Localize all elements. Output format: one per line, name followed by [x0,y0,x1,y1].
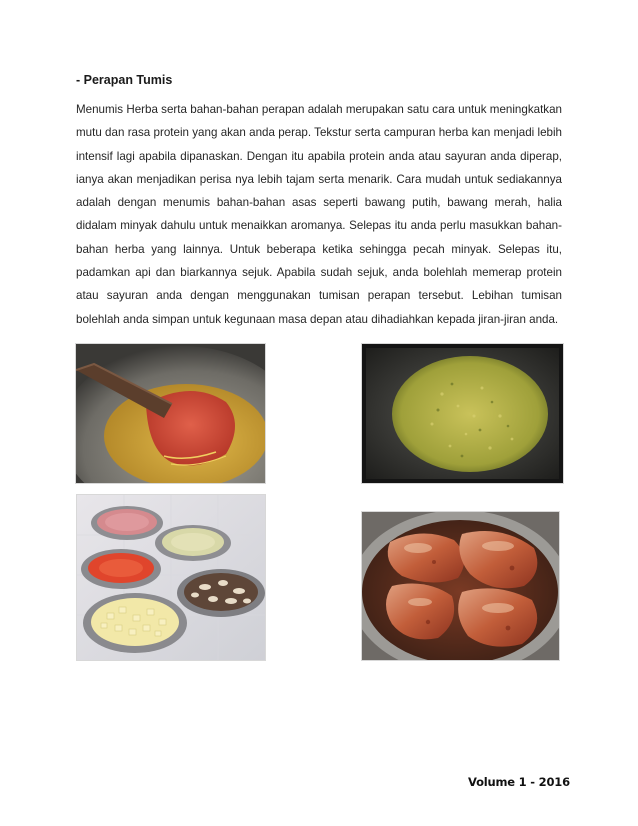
section-heading: - Perapan Tumis [76,73,173,87]
photo-herb-paste [361,343,564,484]
photo-wok-sambal [75,343,266,484]
body-paragraph: Menumis Herba serta bahan-bahan perapan adalah merupakan satu cara untuk meningkatkan mutu dan rasa protein yang akan anda perap. Tekstur serta campuran herba kan menjadi lebih intensif lagi apabila dipanaskan. Dengan itu apabila protein anda atau sayuran anda diperap, ianya akan menjadikan perisa nya lebih tajam serta menarik. Cara mudah untuk sediakannya adalah dengan menumis bahan-bahan asas seperti bawang putih, bawang merah, halia didalam minyak dahulu untuk menaikkan aromanya. Selepas itu anda perlu masukkan bahan-bahan herba yang lainnya. Untuk beberapa ketika sehingga pecah minyak. Selepas itu, padamkan api dan biarkannya sejuk. Apabila sudah sejuk, anda bolehlah memerap protein atau sayuran anda dengan menggunakan tumisan perapan tersebut. Lebihan tumisan bolehlah anda simpan untuk kegunaan masa depan atau dihadiahkan kepada jiran-jiran anda. [76,103,562,326]
page-footer-volume: Volume 1 - 2016 [468,775,570,789]
photo-marinated-chicken [361,511,560,661]
photo-ingredient-bowls [76,494,266,661]
